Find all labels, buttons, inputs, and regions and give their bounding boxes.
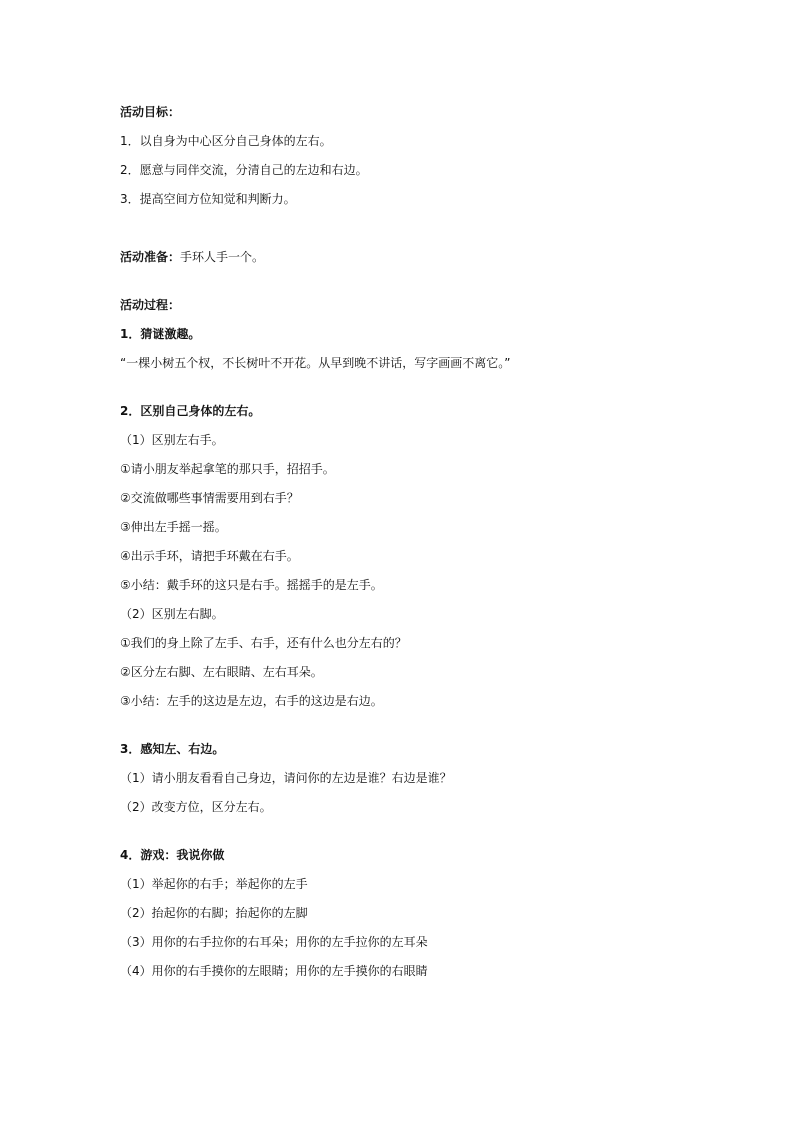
section-2-line-9: ②区分左右脚、左右眼睛、左右耳朵。	[120, 665, 323, 679]
prep-text: 手环人手一个。	[180, 250, 265, 264]
prep-line	[120, 249, 264, 265]
section-3-title: 3．感知左、右边。	[120, 742, 225, 756]
section-4-line-3: （3）用你的右手拉你的右耳朵；用你的左手拉你的左耳朵	[120, 935, 428, 949]
prep-label: 活动准备：	[120, 250, 181, 264]
process-heading: 活动过程：	[120, 298, 181, 312]
section-2-line-7: （2）区别左右脚。	[120, 607, 224, 621]
section-4-line-4: （4）用你的右手摸你的左眼睛；用你的左手摸你的右眼睛	[120, 964, 428, 978]
goal-item-1: 1．以自身为中心区分自己身体的左右。	[120, 134, 332, 148]
section-2-line-5: ④出示手环，请把手环戴在右手。	[120, 549, 299, 563]
section-2-line-8: ①我们的身上除了左手、右手，还有什么也分左右的？	[120, 636, 407, 650]
section-1-title: 1．猜谜激趣。	[120, 327, 201, 341]
section-2-line-10: ③小结：左手的这边是左边，右手的这边是右边。	[120, 694, 383, 708]
section-4-title: 4．游戏：我说你做	[120, 848, 225, 862]
section-3-line-1: （1）请小朋友看看自己身边，请问你的左边是谁？右边是谁？	[120, 771, 452, 785]
section-2-line-3: ②交流做哪些事情需要用到右手？	[120, 491, 299, 505]
section-2-line-2: ①请小朋友举起拿笔的那只手，招招手。	[120, 462, 335, 476]
section-2-line-4: ③伸出左手摇一摇。	[120, 520, 227, 534]
goal-item-3: 3．提高空间方位知觉和判断力。	[120, 192, 296, 206]
goal-item-2: 2．愿意与同伴交流，分清自己的左边和右边。	[120, 163, 368, 177]
section-4-line-1: （1）举起你的右手；举起你的左手	[120, 877, 308, 891]
section-3-line-2: （2）改变方位，区分左右。	[120, 800, 272, 814]
section-2-title: 2．区别自己身体的左右。	[120, 404, 261, 418]
section-2-line-6: ⑤小结：戴手环的这只是右手。摇摇手的是左手。	[120, 578, 383, 592]
section-4-line-2: （2）抬起你的右脚；抬起你的左脚	[120, 906, 308, 920]
goals-heading: 活动目标：	[120, 105, 181, 119]
section-1-riddle: “一棵小树五个杈，不长树叶不开花。从早到晚不讲话，写字画画不离它。”	[120, 356, 511, 370]
section-2-line-1: （1）区别左右手。	[120, 433, 224, 447]
